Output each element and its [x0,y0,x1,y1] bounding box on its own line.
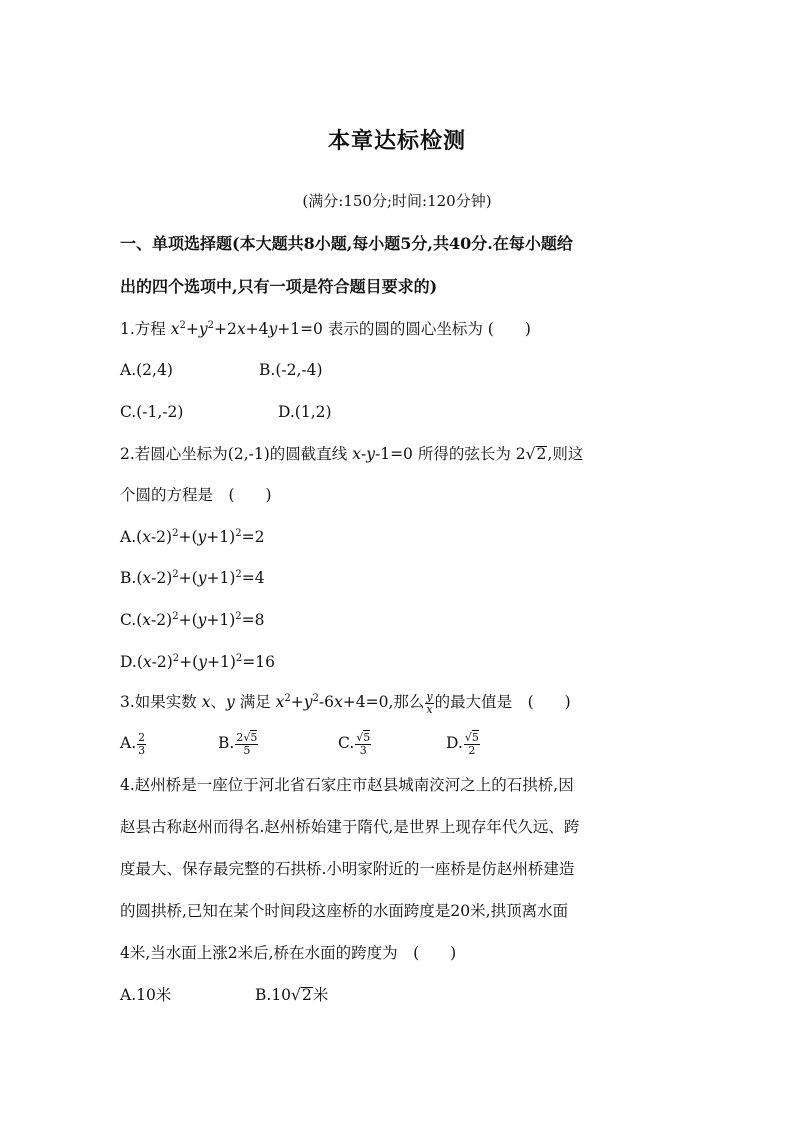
q1-option-b: B.(-2,-4) [259,361,323,379]
q2-option-c-value: 8 [254,611,265,629]
q2-middle: 所得的弦长为 2 [417,445,526,463]
q2-option-a-label: A. [120,528,137,546]
section-heading-line2: 出的四个选项中,只有一项是符合题目要求的) [120,277,438,296]
q3-option-a-fraction: $\frac{2}{3}$ [138,730,146,757]
page-title: 本章达标检测 [327,128,466,154]
question-2-line2: 个圆的方程是 ( ) [120,486,272,504]
q4-option-b-sqrt: √2 [291,986,312,1004]
question-4-line5: 4米,当水面上涨2米后,桥在水面的跨度为 ( ) [120,944,457,962]
q2-option-d: $D.(x-2)^2+(y+1)^2=16$ [120,653,275,671]
q2-prefix: 2.若圆心坐标为(2,-1)的圆截直线 [120,445,353,463]
q3-option-b-label: B. [218,734,235,752]
q3-ratio-fraction: $\frac{y}{x}$ [426,689,433,716]
q4-option-b-radicand: 2 [301,986,312,1004]
q3-option-b-fraction: $\frac{2√5}{5}$ [236,730,258,757]
question-4-line4: 的圆拱桥,已知在某个时间段这座桥的水面跨度是20米,拱顶离水面 [120,902,569,920]
q3-option-d-label: D. [446,734,463,752]
q2-sqrt: √2 [525,445,547,463]
q1-option-c: C.(-1,-2) [120,403,184,421]
q2-option-b-value: 4 [254,569,265,587]
q2-option-c: $C.(x-2)^2+(y+1)^2=8$ [120,611,265,629]
q3-prefix: 3.如果实数 [120,693,202,711]
question-4-line3: 度最大、保存最完整的石拱桥.小明家附近的一座桥是仿赵州桥建造 [120,860,575,878]
q1-option-a: A.(2,4) [120,361,173,379]
question-4-line1: 4.赵州桥是一座位于河北省石家庄市赵县城南洨河之上的石拱桥,因 [120,776,574,794]
q2-line-equation: x-y-1=0 [352,445,418,463]
q3-suffix: 的最大值是 ( ) [434,693,571,711]
q4-option-b [255,983,328,1007]
q3-option-c [338,731,372,757]
q4-option-a: A.10米 [120,986,172,1004]
q1-equation: $x^2+y^2+2x+4y+1=0$ [170,320,328,338]
q2-option-a: $A.(x-2)^2+(y+1)^2=2$ [120,528,265,546]
exam-info: (满分:150分;时间:120分钟) [302,192,492,210]
q3-option-b [218,731,259,757]
q1-prefix: 1.方程 [120,320,171,338]
q3-option-d-fraction: $\frac{√5}{2}$ [464,730,479,757]
question-1 [120,317,531,341]
q4-option-b-label: B.10 [255,986,292,1004]
q3-option-a [120,731,147,757]
q2-option-d-value: 16 [255,653,275,671]
q2-option-b-label: B. [120,569,137,587]
q2-option-b: $B.(x-2)^2+(y+1)^2=4$ [120,569,265,587]
q2-option-c-label: C. [120,611,137,629]
q1-option-d: D.(1,2) [278,403,332,421]
q2-sqrt-radicand: 2 [536,445,547,463]
q3-option-c-label: C. [338,734,355,752]
q1-suffix: 表示的圆的圆心坐标为 ( ) [327,320,531,338]
question-3 [120,690,571,716]
question-4-line2: 赵县古称赵州而得名.赵州桥始建于隋代,是世界上现存年代久远、跨 [120,818,580,836]
q3-then: ,那么 [388,693,425,711]
q3-variables: x、y [201,693,235,711]
q3-middle: 满足 [239,693,276,711]
q3-equation: $x^2+y^2-6x+4=0$ [275,693,389,711]
q4-option-b-unit: 米 [312,986,329,1004]
q3-option-a-label: A. [120,734,137,752]
q3-option-c-fraction: $\frac{√5}{3}$ [356,730,371,757]
section-heading-line1: 一、单项选择题(本大题共8小题,每小题5分,共40分.在每小题给 [120,234,573,253]
q3-option-d [446,731,481,757]
q2-option-d-label: D. [120,653,137,671]
question-2-line1 [120,442,583,466]
q2-suffix: ,则这 [547,445,584,463]
q2-option-a-value: 2 [254,528,265,546]
